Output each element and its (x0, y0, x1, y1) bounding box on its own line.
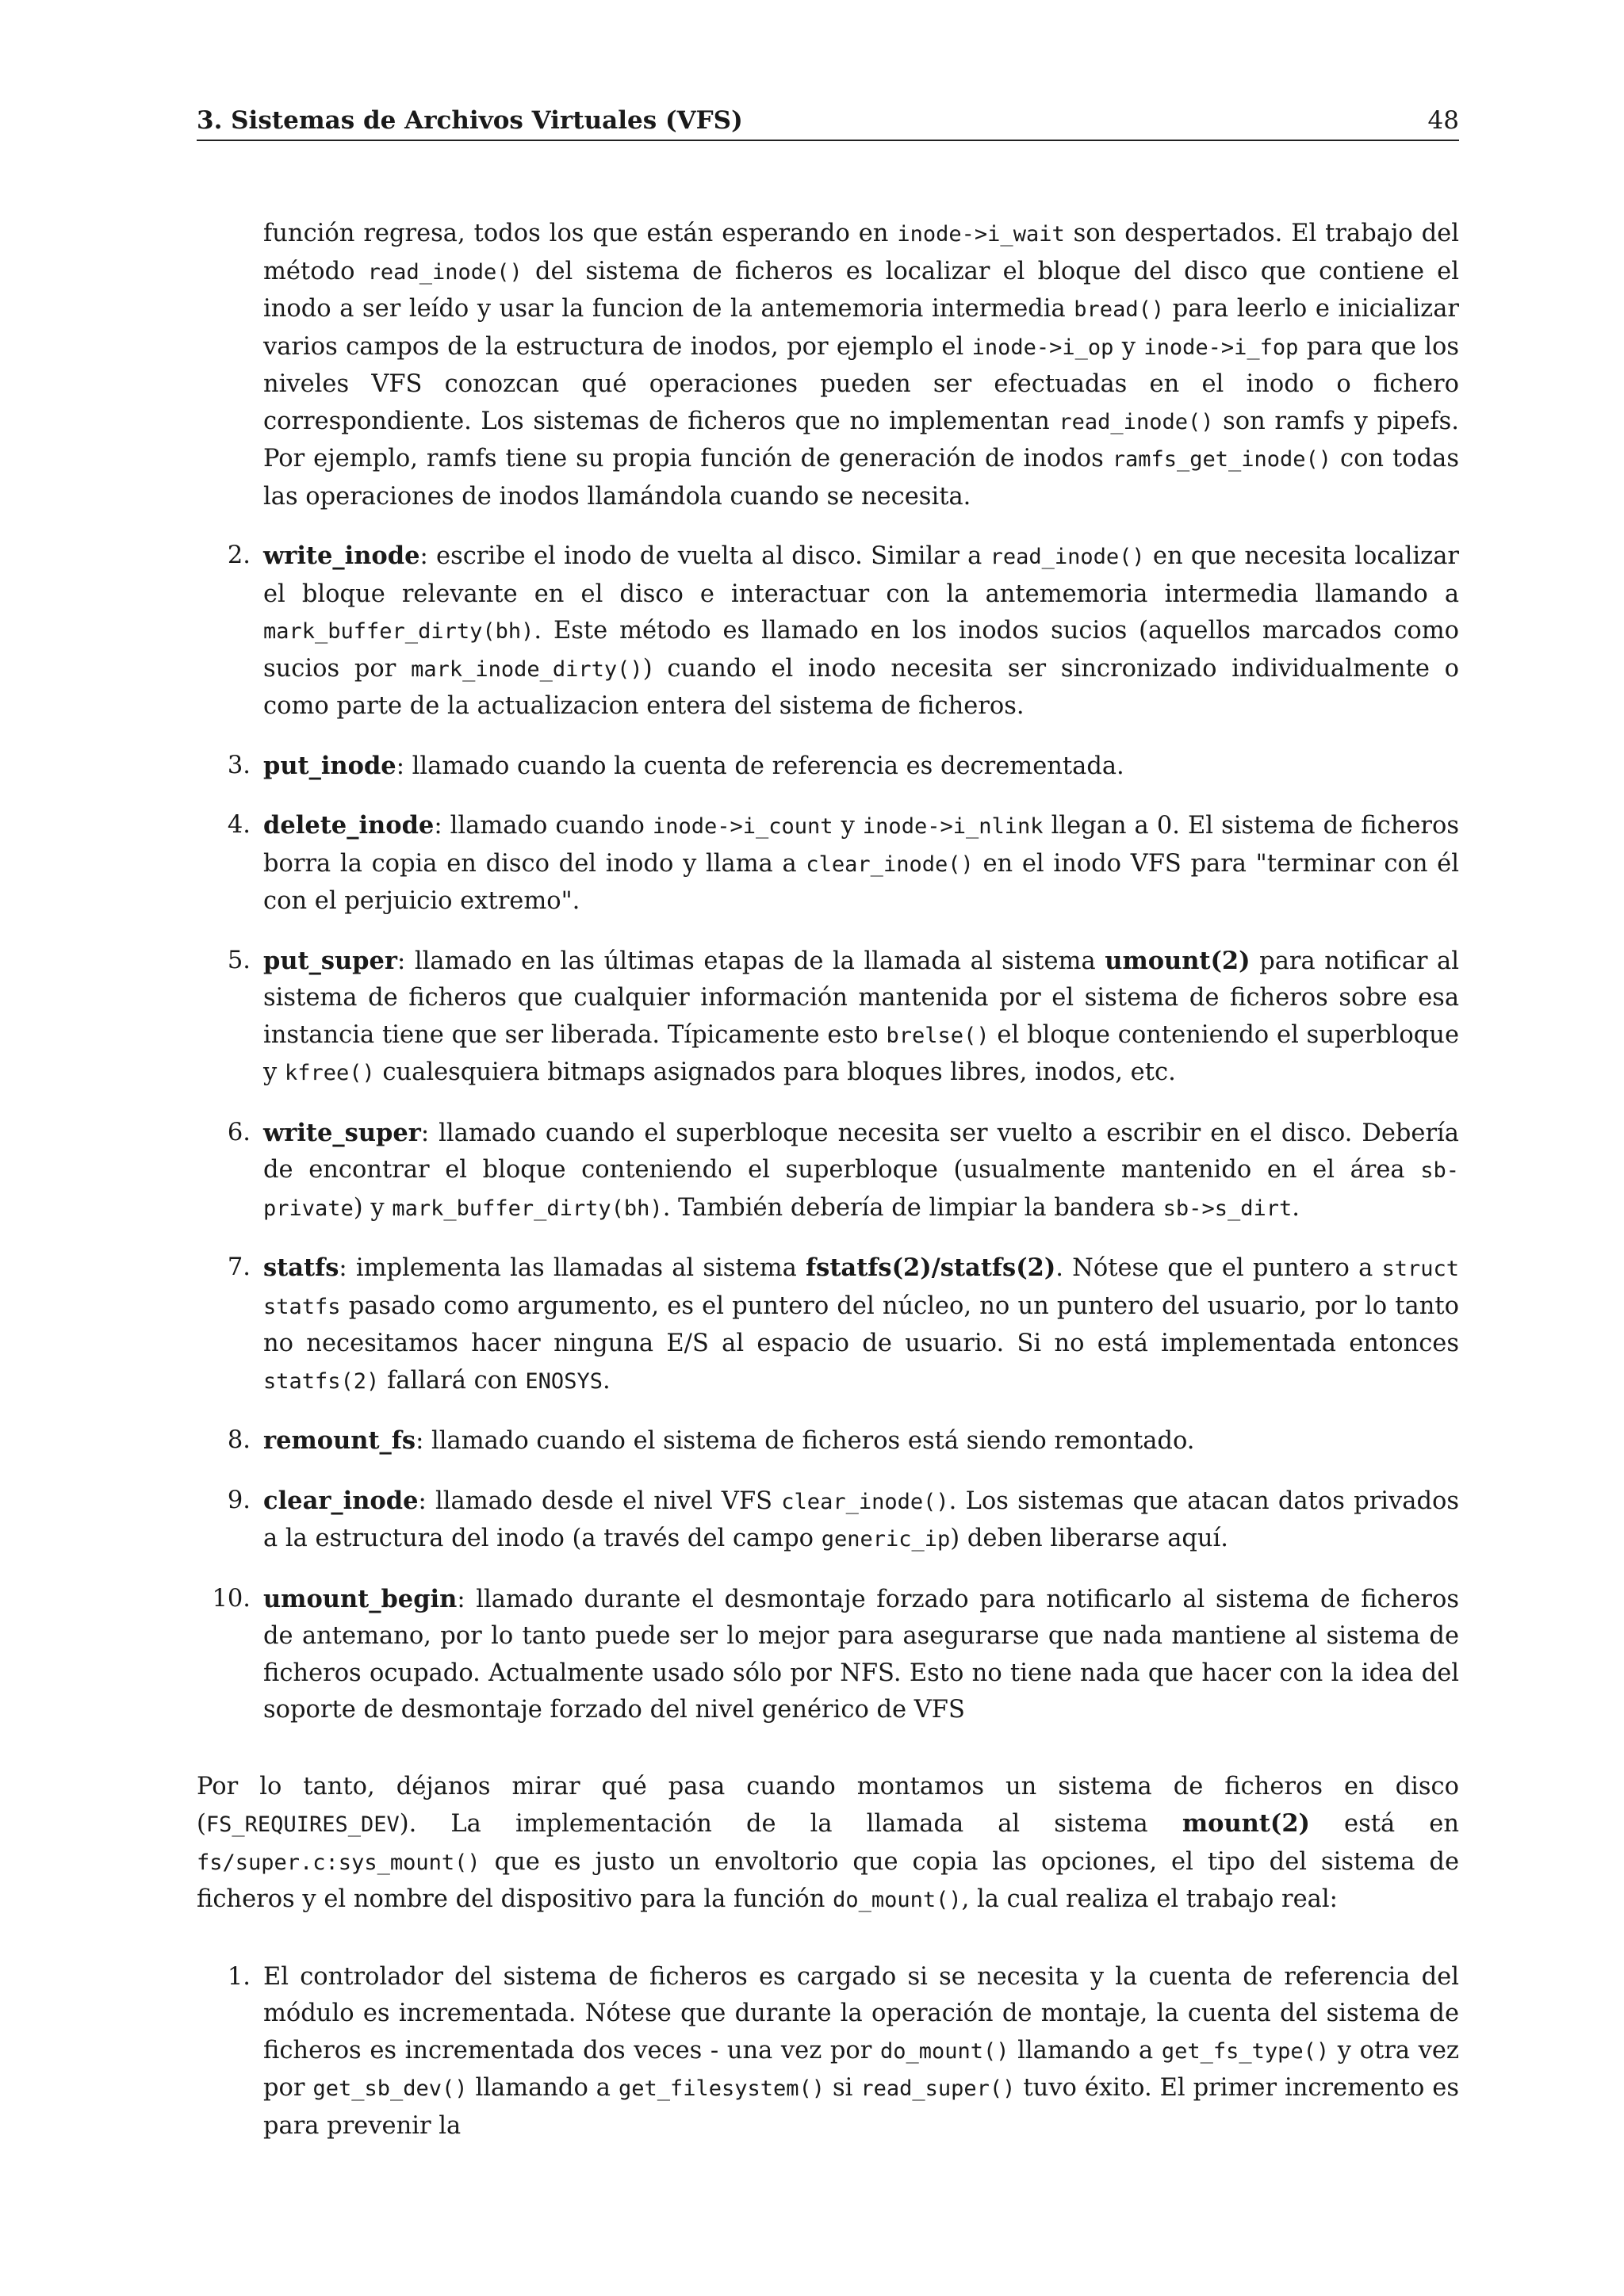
text-span: del sistema de ficheros es localizar el bloque del disco que contiene el inodo a ser leído y usar la funcion de la antememoria intermedia (263, 257, 1459, 323)
text-span: ). La implementación de la llamada al sistema (399, 1810, 1182, 1838)
code-span: read_inode() (1059, 409, 1214, 434)
text-span: son despertados. El trabajo del método (263, 220, 1459, 285)
code-span: ramfs_get_inode() (1112, 447, 1332, 472)
list-item (197, 1249, 1459, 1400)
text-span: el bloque conteniendo el superbloque y (263, 1020, 1459, 1086)
list-number: 10. (212, 1584, 251, 1613)
list-item-text (263, 538, 1459, 725)
code-span: inode->i_count (652, 814, 833, 839)
text-span: : llamado cuando el sistema de ficheros está siendo remontado. (416, 1427, 1195, 1455)
list-item (197, 1581, 1459, 1729)
text-span: y (1113, 332, 1144, 361)
bold-term: statfs (263, 1253, 339, 1282)
code-span: get_filesystem() (618, 2076, 825, 2101)
list-item-text (263, 943, 1459, 1093)
list-item (197, 807, 1459, 920)
list-item-text (263, 807, 1459, 920)
text-span: : llamado durante el desmontaje forzado para notificarlo al sistema de ficheros de antemano, por lo tanto puede ser lo mejor para asegurarse que nada mantiene al sistema de ficheros ocupado. Actualmente usado sólo por NFS. Esto no tiene nada que hacer con la idea del soporte de desmontaje forzado del nivel genérico de VFS (263, 1585, 1459, 1724)
text-span: cualesquiera bitmaps asignados para bloques libres, inodos, etc. (374, 1058, 1176, 1086)
list-item (197, 1422, 1459, 1460)
code-span: clear_inode() (806, 851, 974, 877)
bold-term: clear_inode (263, 1486, 419, 1515)
bold-term: put_super (263, 946, 397, 975)
text-span: . (1292, 1193, 1300, 1222)
code-span: struct statfs (263, 1257, 1459, 1319)
text-span: El controlador del sistema de ficheros es cargado si se necesita y la cuenta de referencia del módulo es incrementada. Nótese que durante la operación de montaje, la cuenta del sistema de ficheros es incrementada dos veces - una vez por (263, 1962, 1459, 2064)
code-span: ENOSYS (525, 1368, 603, 1394)
code-span: brelse() (886, 1023, 990, 1048)
code-span: get_fs_type() (1161, 2038, 1330, 2064)
code-span: do_mount() (879, 2038, 1009, 2064)
text-span: . (602, 1366, 611, 1395)
text-span: ) y (353, 1193, 393, 1222)
text-span: . Nótese que el puntero a (1055, 1254, 1382, 1282)
text-span: : llamado en las últimas etapas de la llamada al sistema (397, 947, 1105, 975)
text-span: fallará con (379, 1366, 526, 1395)
paragraph (263, 216, 1459, 515)
bold-term: put_inode (263, 751, 396, 780)
bold-term: write_inode (263, 541, 420, 570)
text-span: : llamado cuando la cuenta de referencia es decrementada. (396, 752, 1124, 780)
bold-term: remount_fs (263, 1426, 416, 1455)
list-item-text (263, 1422, 1459, 1460)
list-number: 9. (227, 1486, 251, 1514)
text-span: si (825, 2074, 861, 2102)
list-item (197, 748, 1459, 786)
list-item-text (263, 1581, 1459, 1729)
code-span: mark_inode_dirty() (411, 656, 643, 682)
text-span: ) deben liberarse aquí. (950, 1525, 1229, 1552)
list-item-text (263, 1249, 1459, 1400)
code-span: fs/super.c:sys_mount() (197, 1850, 481, 1875)
text-span: . Los sistemas que atacan datos privados a la estructura del inodo (a través del campo (263, 1487, 1459, 1552)
list-number: 7. (227, 1253, 251, 1281)
list-number: 3. (227, 751, 251, 779)
text-span: ) cuando el inodo necesita ser sincronizado individualmente o como parte de la actualizacion entera del sistema de ficheros. (263, 654, 1459, 720)
text-span: . Este método es llamado en los inodos sucios (aquellos marcados como sucios por (263, 617, 1459, 683)
list-item-text (263, 1959, 1459, 2145)
text-span: para que los niveles VFS conozcan qué operaciones pueden ser efectuadas en el inodo o fichero correspondiente. Los sistemas de ficheros que no implementan (263, 332, 1459, 435)
code-span: read_inode() (990, 545, 1145, 569)
list-item-text (263, 1483, 1459, 1559)
running-header (197, 105, 1459, 141)
code-span: FS_REQUIRES_DEV (205, 1812, 400, 1837)
code-span: do_mount() (833, 1888, 962, 1912)
page-body (197, 216, 1459, 2145)
text-span: : llamado desde el nivel VFS (418, 1487, 782, 1515)
text-span: en el inodo VFS para "terminar con él con el perjuicio extremo". (263, 849, 1459, 915)
vfs-method-list (197, 538, 1459, 1729)
bold-term: mount(2) (1182, 1809, 1310, 1838)
list-item (197, 538, 1459, 725)
code-span: mark_buffer_dirty(bh) (392, 1196, 663, 1221)
code-span: inode->i_op (971, 335, 1114, 360)
text-span: en que necesita localizar el bloque relevante en el disco e interactuar con la antememoria intermedia llamando a (263, 542, 1459, 608)
text-span: : llamado cuando (434, 812, 653, 840)
bold-term: delete_inode (263, 811, 435, 840)
text-span: son ramfs y pipefs. Por ejemplo, ramfs tiene su propia función de generación de inodos (263, 407, 1459, 473)
code-span: inode->i_nlink (862, 814, 1044, 839)
text-span: y otra vez por (263, 2036, 1459, 2102)
text-span: para leerlo e inicializar varios campos de la estructura de inodos, por ejemplo el (263, 295, 1459, 361)
code-span: get_sb_dev() (312, 2076, 468, 2101)
list-item (197, 1115, 1459, 1228)
code-span: sb->s_dirt (1162, 1196, 1293, 1221)
bold-term: write_super (263, 1118, 421, 1147)
text-span: para notificar al sistema de ficheros que cualquier información mantenida por el sistema de ficheros sobre esa instancia tiene que ser liberada. Típicamente esto (263, 947, 1460, 1049)
code-span: generic_ip (821, 1527, 951, 1552)
list-number: 5. (227, 946, 251, 974)
list-number: 6. (227, 1118, 251, 1146)
bold-term: umount_begin (263, 1584, 458, 1613)
text-span: está en (1309, 1810, 1459, 1838)
list-item (197, 1483, 1459, 1559)
text-span: función regresa, todos los que están esperando en (263, 220, 898, 247)
text-span: con todas las operaciones de inodos llamándola cuando se necesita. (263, 445, 1459, 511)
bold-term: umount(2) (1105, 946, 1251, 975)
code-span: mark_buffer_dirty(bh) (263, 619, 534, 644)
list-item (197, 1959, 1459, 2145)
code-span: bread() (1074, 297, 1165, 322)
list-number: 8. (227, 1426, 251, 1454)
list-item (197, 943, 1459, 1093)
code-span: inode->i_wait (897, 222, 1065, 247)
text-span: : llamado cuando el superbloque necesita ser vuelto a escribir en el disco. Debería de encontrar el bloque conteniendo el superbloque (usualmente mantenido en el área (263, 1119, 1459, 1184)
paragraph-mount (197, 1769, 1459, 1919)
text-span: y (833, 812, 863, 840)
list-number: 2. (227, 541, 251, 569)
list-number: 1. (227, 1962, 251, 1991)
list-item-text (263, 1115, 1459, 1228)
text-span: : implementa las llamadas al sistema (339, 1254, 806, 1282)
text-span: Por lo tanto, déjanos mirar qué pasa cuando montamos un sistema de ficheros en disco ( (197, 1772, 1459, 1838)
code-span: statfs(2) (263, 1368, 380, 1394)
text-span: : escribe el inodo de vuelta al disco. Similar a (419, 542, 990, 570)
list-item-text (263, 748, 1459, 786)
mount-steps-list (197, 1959, 1459, 2145)
code-span: read_super() (860, 2076, 1016, 2101)
code-span: sb-private (263, 1158, 1459, 1221)
list-number: 4. (227, 811, 251, 839)
text-span: . También debería de limpiar la bandera (662, 1193, 1163, 1222)
text-span: que es justo un envoltorio que copia las opciones, el tipo del sistema de ficheros y el nombre del dispositivo para la función (197, 1847, 1459, 1913)
code-span: inode->i_fop (1143, 335, 1299, 360)
text-span: llamando a (1009, 2036, 1162, 2064)
text-span: tuvo éxito. El primer incremento es para prevenir la (263, 2074, 1459, 2140)
list-item-continuation (197, 216, 1459, 515)
text-span: pasado como argumento, es el puntero del núcleo, no un puntero del usuario, por lo tanto no necesitamos hacer ninguna E/S al espacio de usuario. Si no está implementada entonces (263, 1292, 1459, 1357)
code-span: kfree() (284, 1061, 375, 1085)
code-span: read_inode() (367, 259, 523, 285)
code-span: clear_inode() (781, 1489, 949, 1514)
text-span: llegan a 0. El sistema de ficheros borra la copia en disco del inodo y llama a (263, 812, 1459, 878)
bold-term: fstatfs(2)/statfs(2) (806, 1253, 1056, 1282)
chapter-title: 3. Sistemas de Archivos Virtuales (VFS) (197, 106, 743, 135)
text-span: , la cual realiza el trabajo real: (961, 1885, 1338, 1913)
text-span: llamando a (467, 2074, 619, 2102)
page-number: 48 (1427, 106, 1459, 135)
